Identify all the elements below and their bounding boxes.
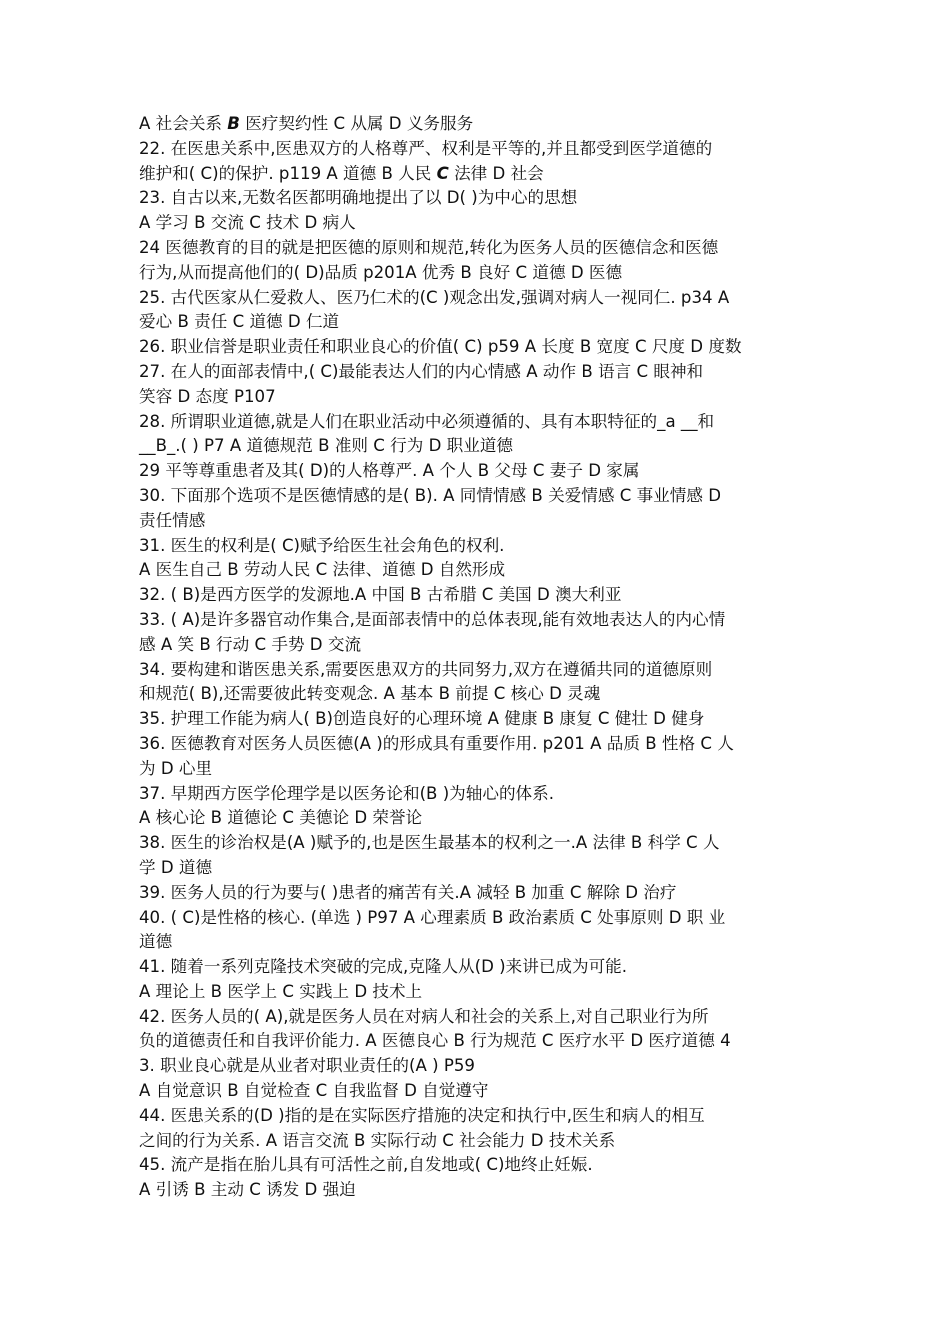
text-line [139, 658, 823, 683]
text-line [139, 112, 823, 137]
text-line [139, 732, 823, 757]
text-segment: 37. 早期西方医学伦理学是以医务论和(B )为轴心的体系. [139, 783, 555, 803]
text-line [139, 286, 823, 311]
text-line [139, 385, 823, 410]
text-line [139, 707, 823, 732]
text-segment: 笑容 D 态度 P107 [139, 386, 276, 406]
text-line [139, 558, 823, 583]
text-segment: 24 医德教育的目的就是把医德的原则和规范,转化为医务人员的医德信念和医德 [139, 237, 719, 257]
text-line [139, 236, 823, 261]
text-segment: 22. 在医患关系中,医患双方的人格尊严、权利是平等的,并且都受到医学道德的 [139, 138, 713, 158]
text-segment: 为 D 心里 [139, 758, 213, 778]
text-segment: 41. 随着一系列克隆技术突破的完成,克隆人从(D )来讲已成为可能. [139, 957, 628, 977]
text-line [139, 310, 823, 335]
text-line [139, 831, 823, 856]
text-segment: 28. 所谓职业道德,就是人们在职业活动中必须遵循的、具有本职特征的_a __和 [139, 411, 715, 431]
text-line [139, 534, 823, 559]
text-line [139, 782, 823, 807]
document-body [139, 112, 823, 1203]
text-segment: 45. 流产是指在胎儿具有可活性之前,自发地或( C)地终止妊娠. [139, 1155, 593, 1175]
text-segment: 32. ( B)是西方医学的发源地.A 中国 B 古希腊 C 美国 D 澳大利亚 [139, 585, 622, 605]
text-segment: 27. 在人的面部表情中,( C)最能表达人们的内心情感 A 动作 B 语言 C 眼神和 [139, 361, 704, 381]
text-segment: 29 平等尊重患者及其( D)的人格尊严. A 个人 B 父母 C 妻子 D 家属 [139, 461, 640, 481]
text-segment: 法律 D 社会 [448, 163, 544, 183]
text-line [139, 484, 823, 509]
text-line [139, 955, 823, 980]
text-segment: 责任情感 [139, 510, 206, 530]
text-segment: 25. 古代医家从仁爱救人、医乃仁术的(C )观念出发,强调对病人一视同仁. p34 A [139, 287, 730, 307]
text-segment: 31. 医生的权利是( C)赋予给医生社会角色的权利. [139, 535, 505, 555]
text-segment: 爱心 B 责任 C 道德 D 仁道 [139, 312, 340, 332]
text-line [139, 930, 823, 955]
text-segment: __B_.( ) P7 A 道德规范 B 准则 C 行为 D 职业道德 [139, 436, 514, 456]
text-line [139, 583, 823, 608]
text-line [139, 1178, 823, 1203]
text-segment: 34. 要构建和谐医患关系,需要医患双方的共同努力,双方在遵循共同的道德原则 [139, 659, 713, 679]
text-line [139, 459, 823, 484]
text-segment: 30. 下面那个选项不是医德情感的是( B). A 同情情感 B 关爱情感 C 事业情感 D [139, 485, 722, 505]
text-segment: 医疗契约性 C 从属 D 义务服务 [239, 114, 474, 133]
text-segment: A 医生自己 B 劳动人民 C 法律、道德 D 自然形成 [139, 560, 506, 580]
text-line [139, 410, 823, 435]
text-segment: A 社会关系 [139, 114, 228, 133]
text-line [139, 856, 823, 881]
text-segment: 39. 医务人员的行为要与( )患者的痛苦有关.A 减轻 B 加重 C 解除 D 治疗 [139, 882, 677, 902]
text-segment: 3. 职业良心就是从业者对职业责任的(A ) P59 [139, 1056, 475, 1076]
text-segment: 和规范( B),还需要彼此转变观念. A 基本 B 前提 C 核心 D 灵魂 [139, 684, 601, 704]
text-line [139, 980, 823, 1005]
text-segment: 26. 职业信誉是职业责任和职业良心的价值( C) p59 A 长度 B 宽度 C 尺度 D 度数 [139, 337, 742, 357]
text-segment: 道德 [139, 932, 173, 952]
text-segment: 之间的行为关系. A 语言交流 B 实际行动 C 社会能力 D 技术关系 [139, 1130, 616, 1150]
text-segment: 36. 医德教育对医务人员医德(A )的形成具有重要作用. p201 A 品质 B 性格 C 人 [139, 733, 734, 753]
text-line [139, 757, 823, 782]
text-line [139, 1054, 823, 1079]
text-line [139, 1153, 823, 1178]
text-line [139, 1079, 823, 1104]
text-segment: 学 D 道德 [139, 857, 213, 877]
text-line [139, 509, 823, 534]
text-line [139, 162, 823, 187]
text-line [139, 335, 823, 360]
text-line [139, 1104, 823, 1129]
text-segment: 行为,从而提高他们的( D)品质 p201A 优秀 B 良好 C 道德 D 医德 [139, 262, 623, 282]
text-line [139, 137, 823, 162]
text-line [139, 608, 823, 633]
text-line [139, 633, 823, 658]
text-line [139, 261, 823, 286]
text-line [139, 806, 823, 831]
text-segment: A 学习 B 交流 C 技术 D 病人 [139, 213, 356, 233]
text-line [139, 906, 823, 931]
text-segment: 38. 医生的诊治权是(A )赋予的,也是医生最基本的权利之一.A 法律 B 科学 C 人 [139, 833, 720, 853]
text-segment: 感 A 笑 B 行动 C 手势 D 交流 [139, 634, 362, 654]
text-segment: 44. 医患关系的(D )指的是在实际医疗措施的决定和执行中,医生和病人的相互 [139, 1105, 705, 1125]
text-segment: 维护和( C)的保护. p119 A 道德 B 人民 [139, 163, 437, 183]
text-segment: A 自觉意识 B 自觉检查 C 自我监督 D 自觉遵守 [139, 1081, 489, 1101]
text-segment: 负的道德责任和自我评价能力. A 医德良心 B 行为规范 C 医疗水平 D 医疗道德 4 [139, 1031, 731, 1051]
text-segment: A 理论上 B 医学上 C 实践上 D 技术上 [139, 981, 423, 1001]
emphasized-letter: C [436, 163, 449, 183]
text-line [139, 1129, 823, 1154]
text-line [139, 186, 823, 211]
text-segment: 40. ( C)是性格的核心. (单选 ) P97 A 心理素质 B 政治素质 C 处事原则 D 职 业 [139, 907, 726, 927]
text-segment: 42. 医务人员的( A),就是医务人员在对病人和社会的关系上,对自己职业行为所 [139, 1006, 709, 1026]
emphasized-letter: B [227, 114, 240, 133]
text-segment: 23. 自古以来,无数名医都明确地提出了以 D( )为中心的思想 [139, 188, 578, 208]
text-segment: A 引诱 B 主动 C 诱发 D 强迫 [139, 1180, 356, 1200]
text-line [139, 682, 823, 707]
text-line [139, 1005, 823, 1030]
text-line [139, 211, 823, 236]
text-segment: A 核心论 B 道德论 C 美德论 D 荣誉论 [139, 808, 423, 828]
text-line [139, 360, 823, 385]
text-line [139, 434, 823, 459]
text-segment: 35. 护理工作能为病人( B)创造良好的心理环境 A 健康 B 康复 C 健壮 D 健身 [139, 709, 705, 729]
text-segment: 33. ( A)是许多器官动作集合,是面部表情中的总体表现,能有效地表达人的内心情 [139, 609, 726, 629]
text-line [139, 881, 823, 906]
text-line [139, 1029, 823, 1054]
